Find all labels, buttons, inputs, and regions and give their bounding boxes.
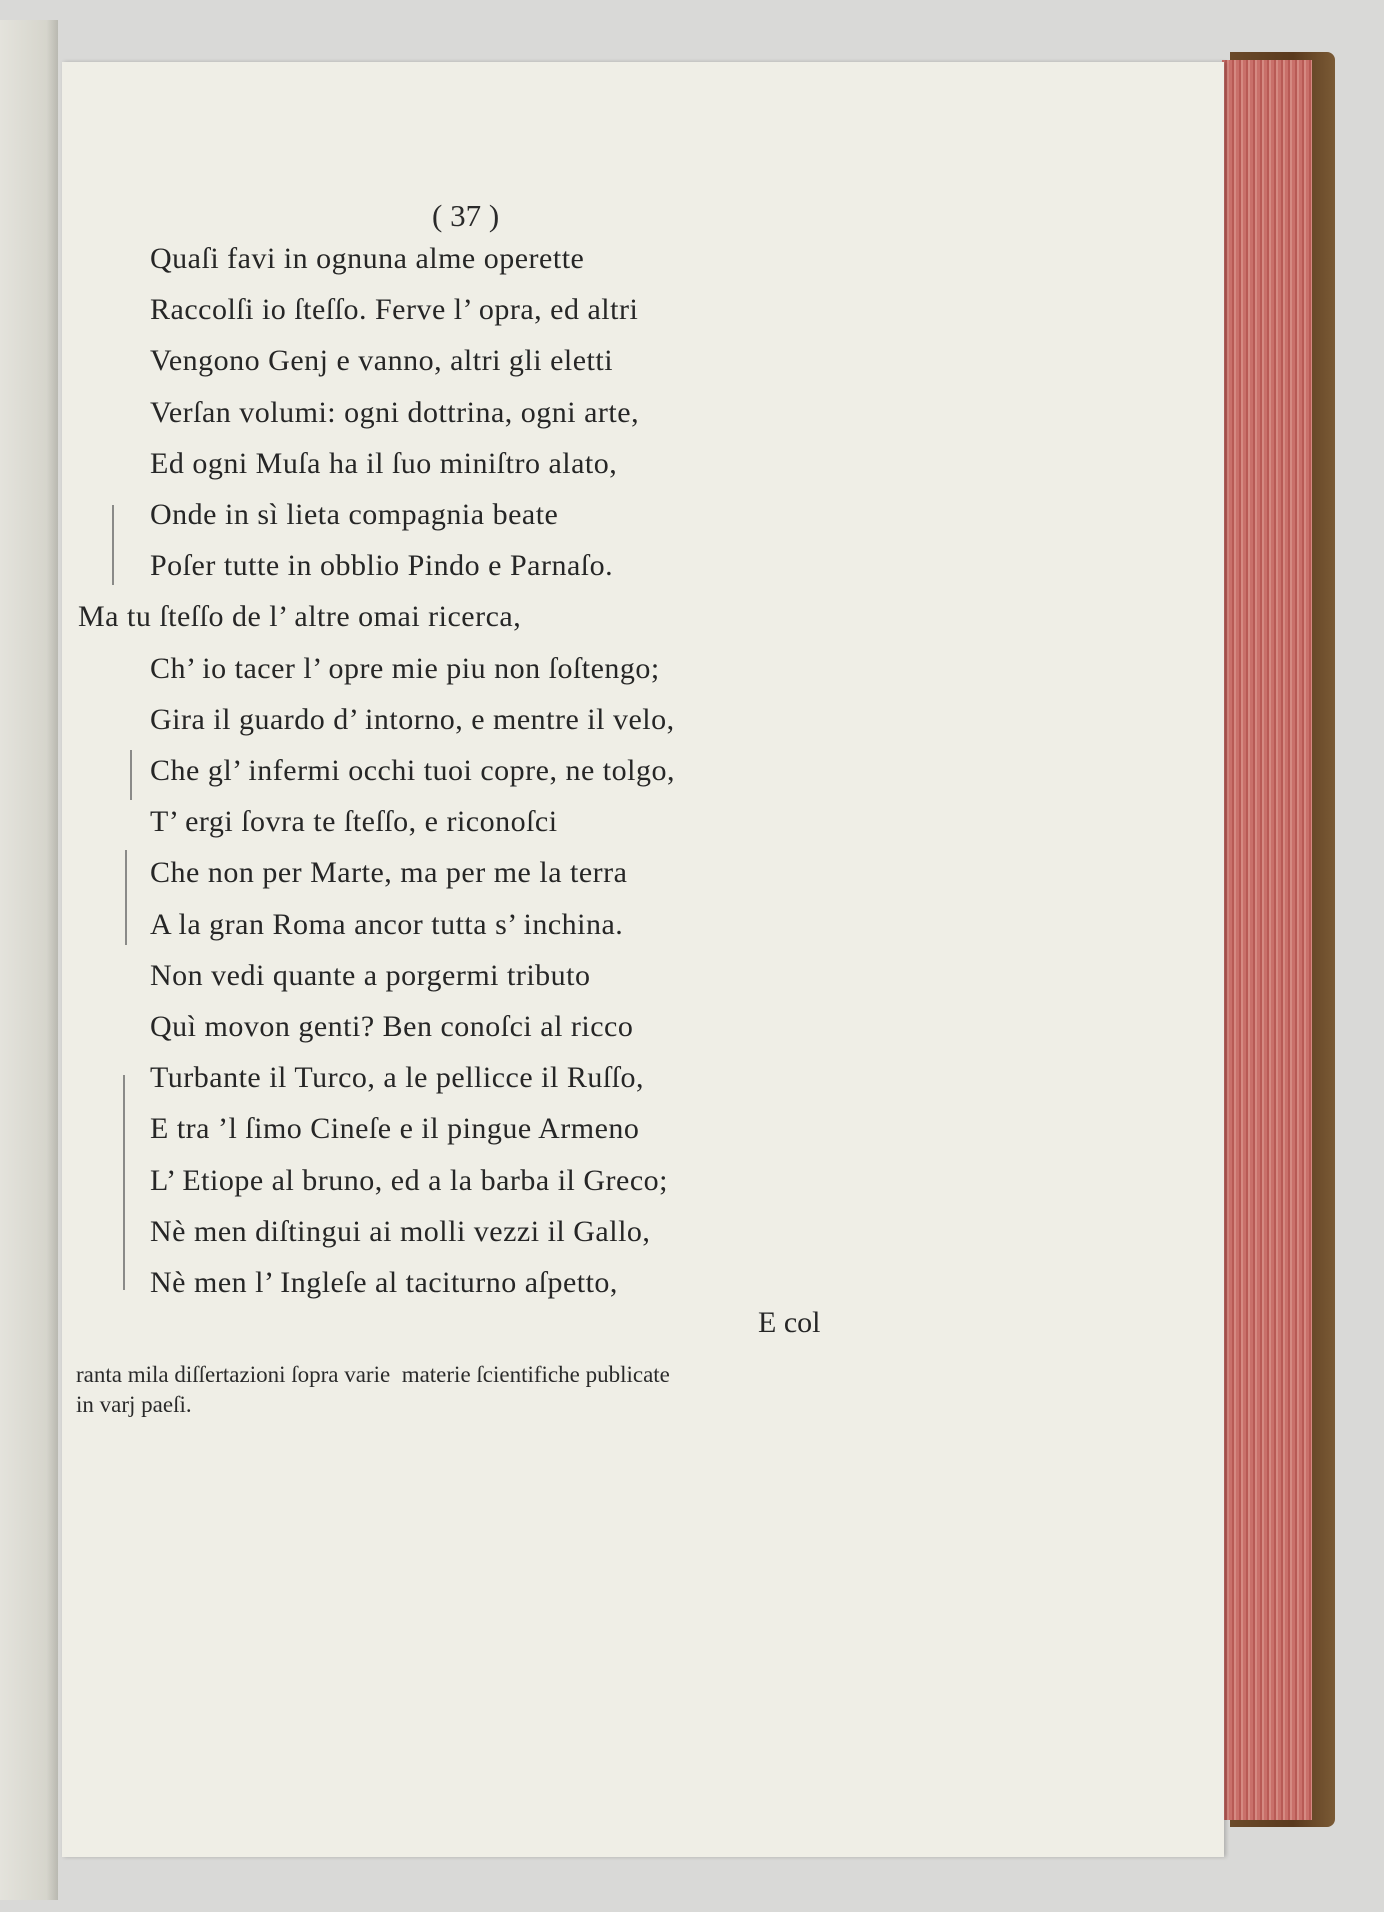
verse-line: Quaſi favi in ognuna alme operette [150, 242, 585, 275]
verse-line: A la gran Roma ancor tutta s’ inchina. [150, 907, 624, 941]
verse-line: Ed ogni Muſa ha il ſuo miniſtro alato, [150, 446, 618, 480]
verse-line: Che non per Marte, ma per me la terra [150, 856, 628, 890]
verse-line: Turbante il Turco, a le pellicce il Ruſſo, [150, 1061, 645, 1095]
verse-line: Verſan volumi: ogni dottrina, ogni arte, [150, 395, 640, 429]
verse-line: L’ Etiope al bruno, ed a la barba il Greco; [150, 1163, 668, 1197]
verse-line: Che gl’ infermi occhi tuoi copre, ne tolgo, [150, 754, 675, 787]
page-number: ( 37 ) [432, 198, 500, 233]
verse-line: Onde in sì lieta compagnia beate [150, 498, 559, 531]
catchword: E col [758, 1306, 821, 1339]
verse-line: Poſer tutte in obblio Pindo e Parnaſo. [150, 549, 614, 583]
pencil-mark [112, 505, 114, 585]
verse-line: T’ ergi ſovra te ſteſſo, e riconoſci [150, 805, 558, 839]
verse-line: Nè men l’ Ingleſe al taciturno aſpetto, [150, 1266, 618, 1299]
verse-line: Gira il guardo d’ intorno, e mentre il velo, [150, 702, 675, 736]
verse-line: Non vedi quante a porgermi tributo [150, 958, 591, 992]
verse-line: Ma tu ſteſſo de l’ altre omai ricerca, [78, 600, 522, 634]
verse-line: Vengono Genj e vanno, altri gli eletti [150, 344, 614, 378]
facing-page-edge [0, 20, 58, 1900]
verse-line: Ch’ io tacer l’ opre mie piu non ſoſtengo; [150, 651, 660, 685]
verse-line: Quì movon genti? Ben conoſci al ricco [150, 1010, 634, 1043]
pencil-mark [123, 1075, 125, 1290]
verse-line: Raccolſi io ſteſſo. Ferve l’ opra, ed altri [150, 293, 639, 327]
pencil-mark [130, 750, 132, 800]
footnote-line: ranta mila diſſertazioni ſopra varie materie ſcientifiche publicate [76, 1362, 670, 1387]
pencil-mark [125, 850, 127, 945]
verse-line: E tra ’l ſimo Cineſe e il pingue Armeno [150, 1112, 640, 1146]
red-page-edges [1222, 60, 1312, 1820]
verse-line: Nè men diſtingui ai molli vezzi il Gallo, [150, 1214, 651, 1248]
footnote-line: in varj paeſi. [76, 1392, 192, 1417]
